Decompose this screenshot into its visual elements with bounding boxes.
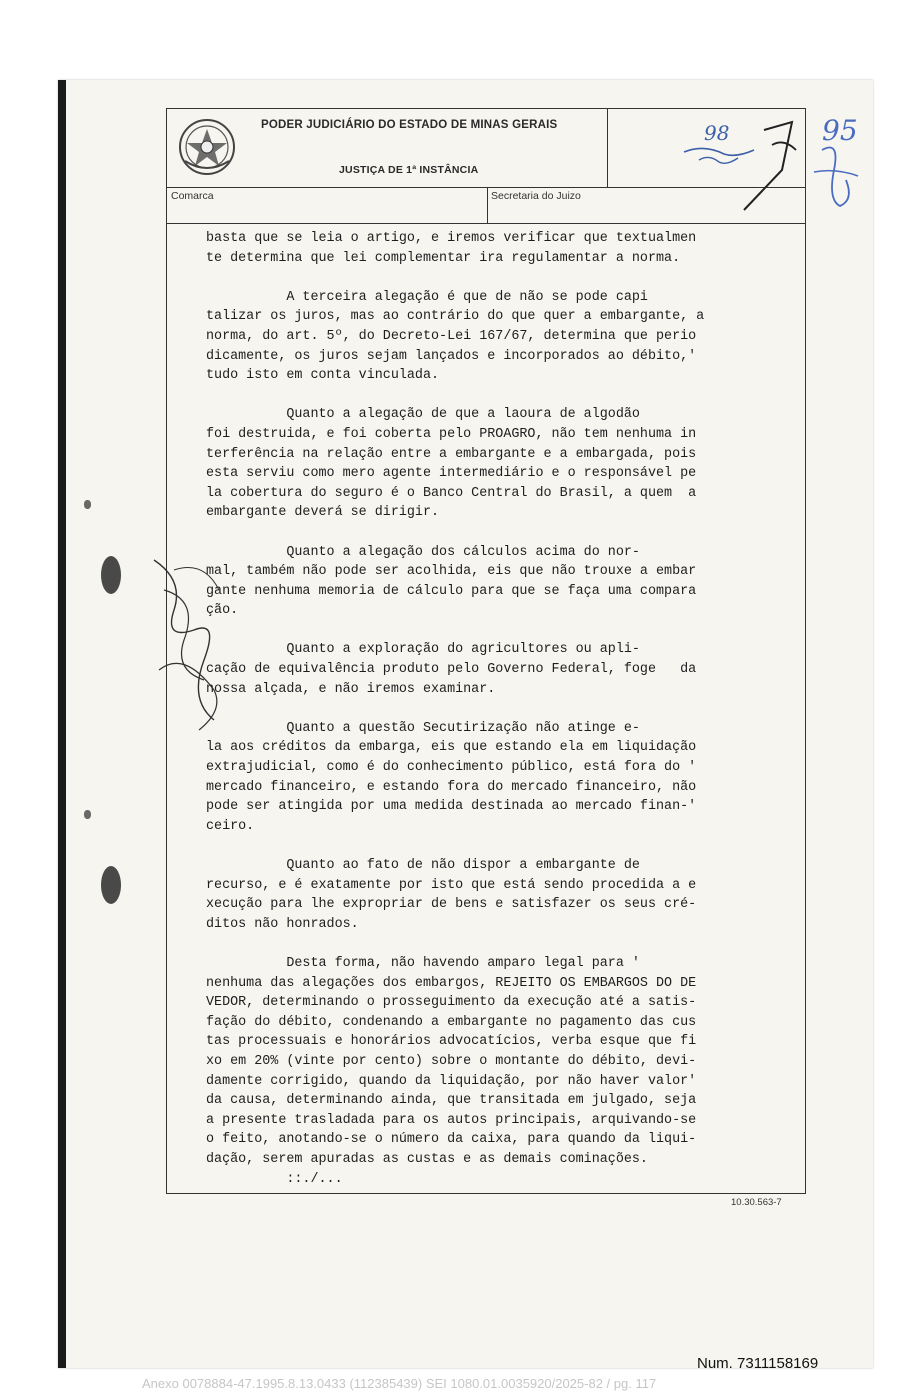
org-title: PODER JUDICIÁRIO DO ESTADO DE MINAS GERAIS — [261, 119, 558, 131]
body-line — [206, 386, 806, 406]
body-line: dicamente, os juros sejam lançados e incorporados ao débito,' — [206, 348, 697, 364]
scan-edge-shadow — [58, 80, 66, 1368]
body-line: recurso, e é exatamente por isto que está sendo procedida a e — [206, 877, 697, 893]
body-line: te determina que lei complementar ira regulamentar a norma. — [206, 250, 681, 266]
body-line: xo em 20% (vinte por cento) sobre o montante do débito, devi- — [206, 1053, 697, 1069]
body-line: da causa, determinando ainda, que transitada em julgado, seja — [206, 1093, 697, 1109]
document-metadata-footer: Anexo 0078884-47.1995.8.13.0433 (112385439) SEI 1080.01.0035920/2025-82 / pg. 117 — [142, 1376, 657, 1391]
body-line: norma, do art. 5º, do Decreto-Lei 167/67, determina que perio — [206, 328, 697, 344]
body-line: esta serviu como mero agente intermediário e o responsável pe — [206, 466, 697, 482]
scan-speck — [84, 500, 91, 509]
body-line: embargante deverá se dirigir. — [206, 505, 440, 521]
comarca-label: Comarca — [171, 190, 214, 202]
body-line: gante nenhuma memoria de cálculo para que se faça uma compara — [206, 583, 697, 599]
body-line: Quanto a alegação dos cálculos acima do nor- — [206, 544, 640, 560]
body-line: Quanto ao fato de não dispor a embargante de — [206, 858, 640, 873]
body-line: talizar os juros, mas ao contrário do que quer a embargante, a — [206, 309, 705, 325]
body-line: a presente trasladada para os autos principais, arquivando-se — [206, 1112, 697, 1128]
body-line: ::./... — [206, 1171, 343, 1187]
body-line: Quanto a exploração do agricultores ou apli- — [206, 642, 640, 658]
state-coat-of-arms-icon — [177, 117, 237, 177]
body-line: tudo isto em conta vinculada. — [206, 368, 440, 384]
body-line: nenhuma das alegações dos embargos, REJEITO OS EMBARGOS DO DE — [206, 975, 697, 991]
body-line: Quanto a questão Secutirização não atinge e- — [206, 720, 640, 736]
body-line: pode ser atingida por uma medida destinada ao mercado finan-' — [206, 799, 697, 815]
header-main-cell — [167, 109, 608, 187]
body-line: A terceira alegação é que de não se pode capi — [206, 289, 648, 305]
court-title: JUSTIÇA DE 1ª INSTÂNCIA — [339, 164, 479, 176]
handwritten-folio: 95 — [822, 114, 858, 147]
decision-body-text — [206, 229, 806, 1189]
body-line: Quanto a alegação de que a laoura de algodão — [206, 407, 640, 423]
body-line: la aos créditos da embarga, eis que estando ela em liquidação — [206, 740, 697, 756]
body-line — [206, 621, 806, 641]
handwritten-annotations — [664, 110, 874, 220]
body-line: cação de equivalência produto pelo Governo Federal, foge da — [206, 662, 697, 678]
body-line: Desta forma, não havendo amparo legal para ' — [206, 955, 640, 971]
comarca-cell — [167, 187, 488, 223]
body-line — [206, 268, 806, 288]
punch-hole-upper — [101, 556, 121, 594]
secretaria-label: Secretaria do Juizo — [491, 190, 581, 202]
body-line: damente corrigido, quando da liquidação, por não haver valor' — [206, 1073, 697, 1089]
body-line: ditos não honrados. — [206, 916, 359, 932]
body-line: dação, serem apuradas as custas e as demais cominações. — [206, 1151, 648, 1167]
body-line: ção. — [206, 603, 239, 619]
body-line: basta que se leia o artigo, e iremos verificar que textualmen — [206, 231, 697, 246]
body-line: la cobertura do seguro é o Banco Central do Brasil, a quem a — [206, 485, 697, 501]
body-line — [206, 934, 806, 954]
body-line: mercado financeiro, e estando fora do mercado financeiro, não — [206, 779, 697, 795]
handwritten-page-number: 98 — [704, 121, 730, 145]
body-line: extrajudicial, como é do conhecimento público, está fora do ' — [206, 760, 697, 776]
body-line: VEDOR, determinando o prosseguimento da execução até a satis- — [206, 995, 697, 1011]
scan-speck — [84, 810, 91, 819]
body-line: tas processuais e honorários advocatícios, verba esque que fi — [206, 1034, 697, 1050]
body-line: nossa alçada, e não iremos examinar. — [206, 681, 496, 697]
form-code: 10.30.563-7 — [731, 1197, 782, 1208]
punch-hole-lower — [101, 866, 121, 904]
body-line — [206, 836, 806, 856]
body-line: xecução para lhe expropriar de bens e satisfazer os seus cré- — [206, 897, 697, 913]
handwritten-initials — [144, 550, 234, 740]
body-line: mal, também não pode ser acolhida, eis que não trouxe a embar — [206, 564, 697, 580]
body-line — [206, 523, 806, 543]
body-line: fação do débito, condenando a embargante no pagamento das cus — [206, 1014, 697, 1030]
body-line — [206, 699, 806, 719]
document-number: Num. 7311158169 — [697, 1355, 819, 1372]
body-line: foi destruida, e foi coberta pelo PROAGRO, não tem nenhuma in — [206, 426, 697, 442]
body-line: o feito, anotando-se o número da caixa, para quando da liqui- — [206, 1132, 697, 1148]
body-line: ceiro. — [206, 818, 255, 834]
body-line: terferência na relação entre a embargante e a embargada, pois — [206, 446, 697, 462]
